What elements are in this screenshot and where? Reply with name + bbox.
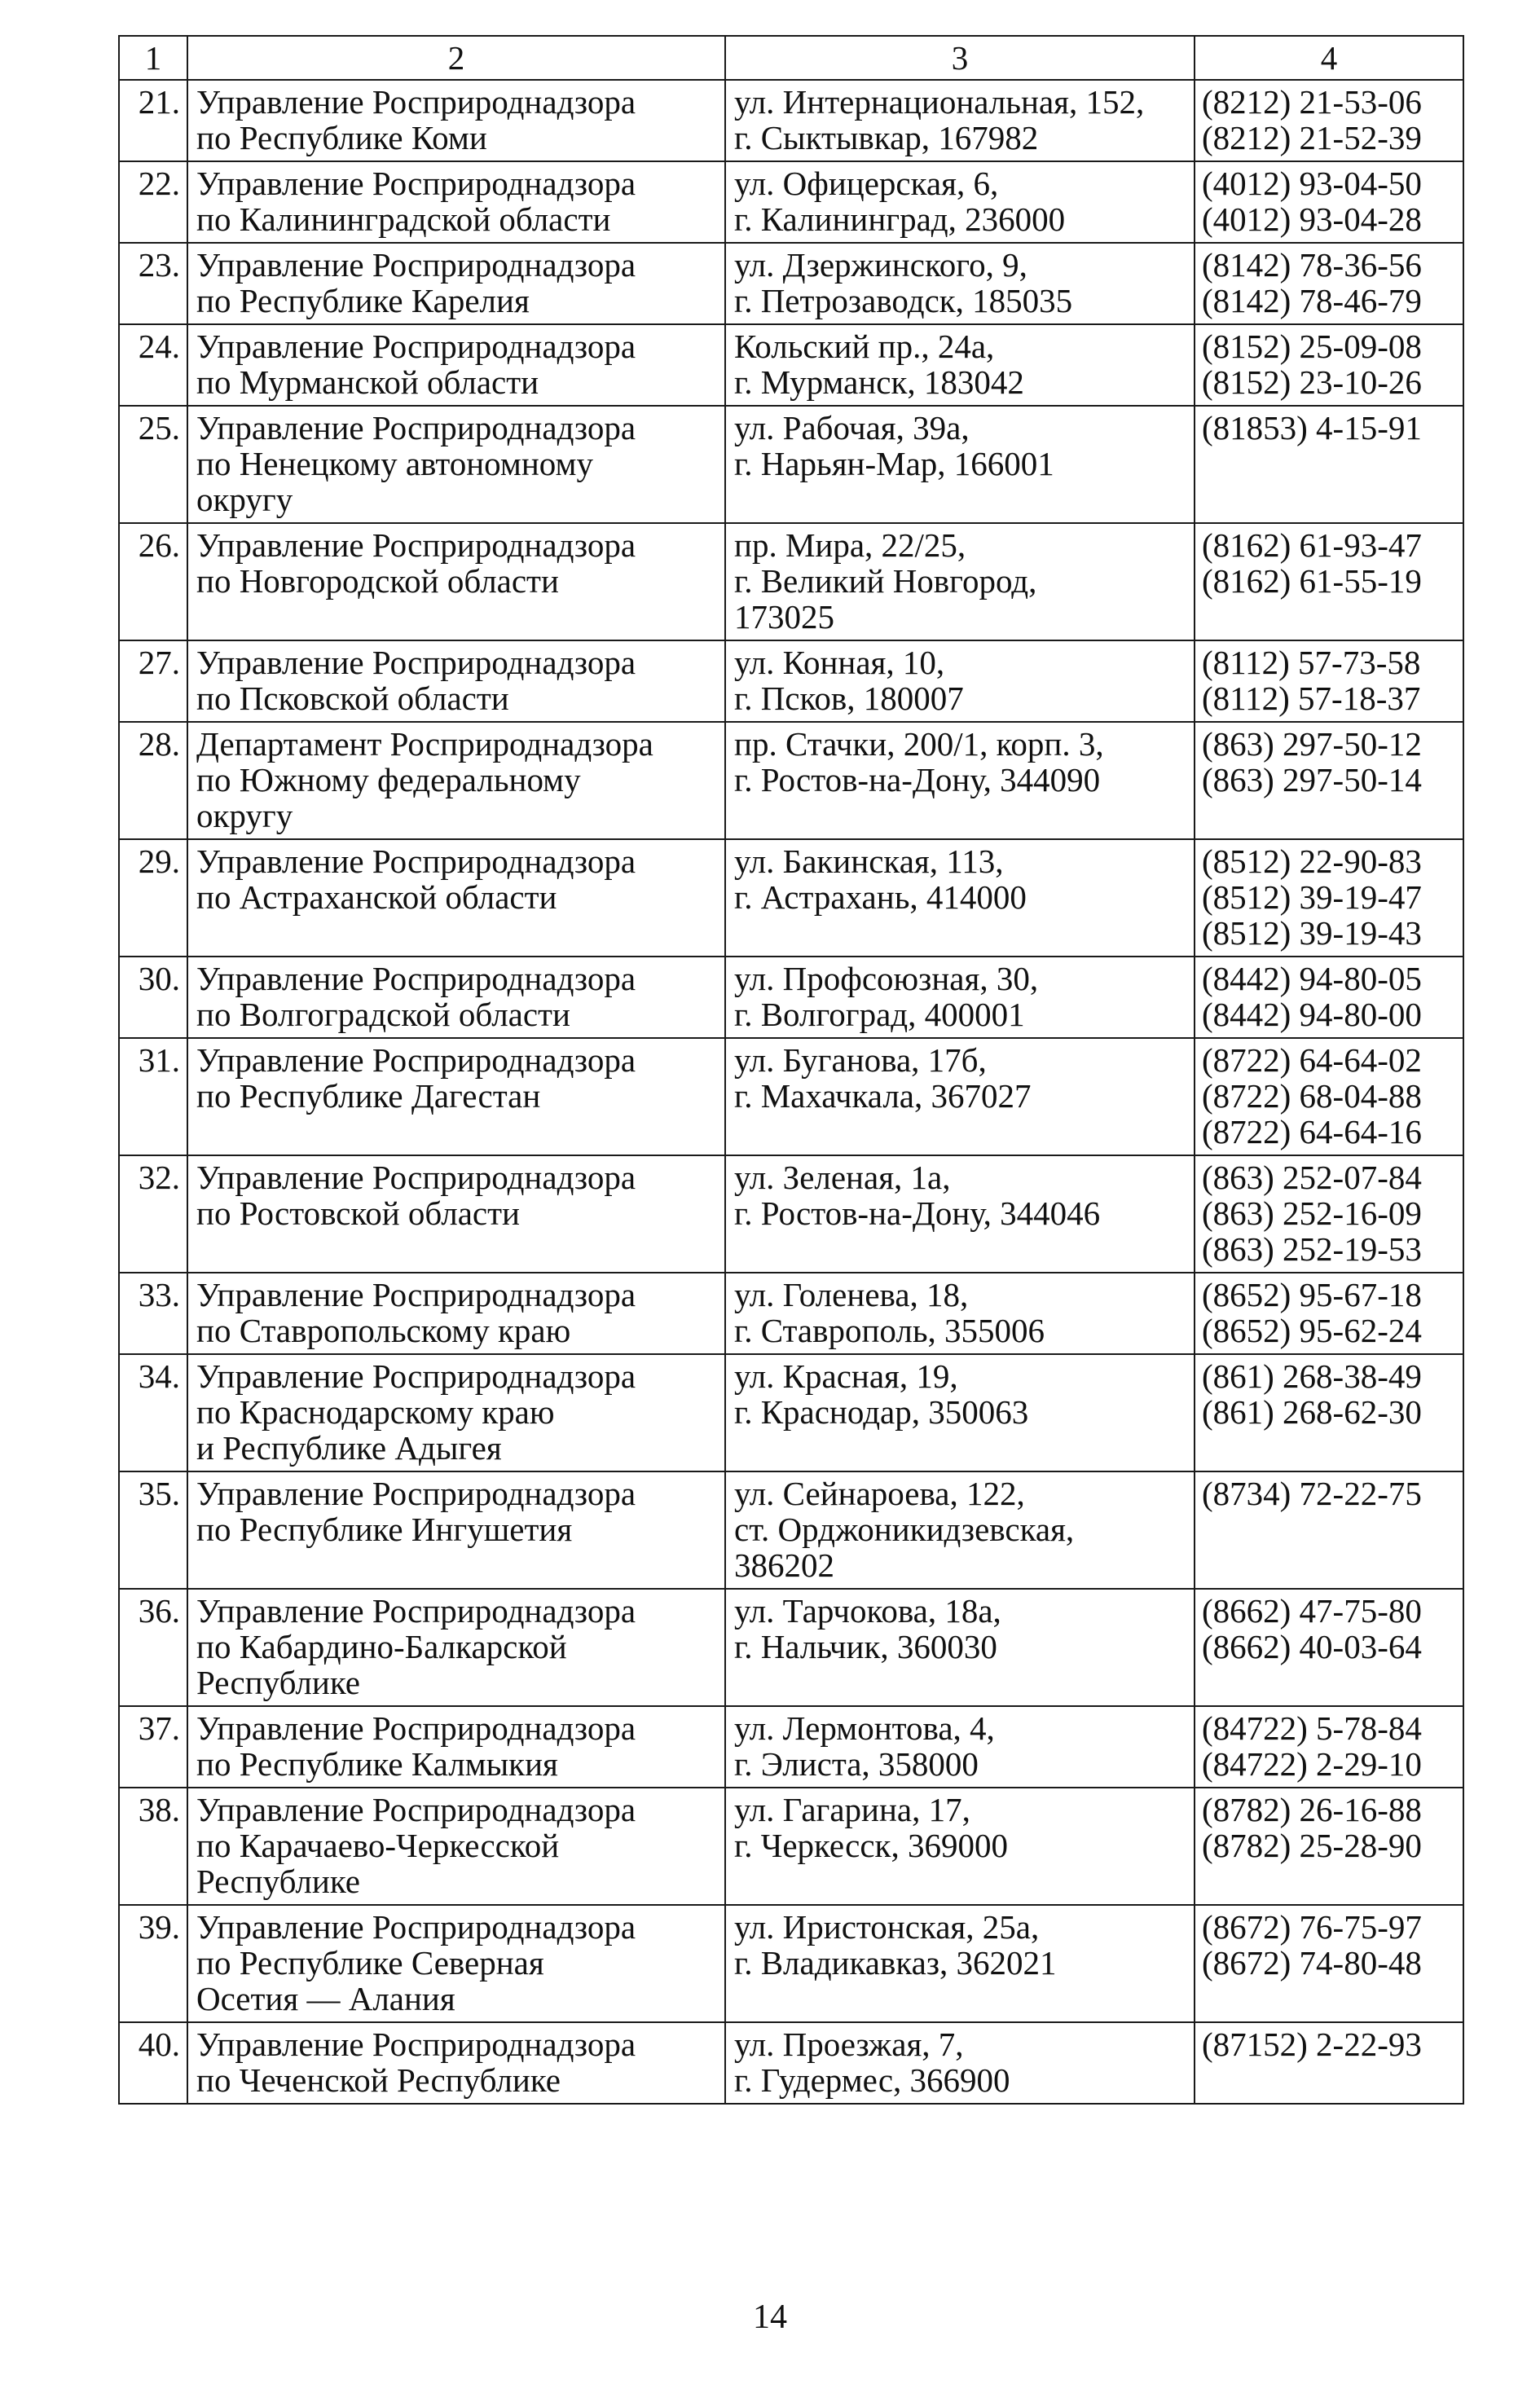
column-header: 1: [119, 36, 187, 80]
table-row: [119, 1706, 1463, 1788]
office-name: Управление Росприроднадзора по Волгоградской области: [187, 957, 725, 1038]
row-number: 25.: [119, 406, 187, 523]
office-phones: (87152) 2-22-93: [1195, 2022, 1463, 2104]
row-number: 39.: [119, 1905, 187, 2022]
row-number: 22.: [119, 161, 187, 243]
office-name: Управление Росприроднадзора по Ставропольскому краю: [187, 1273, 725, 1354]
row-number: 21.: [119, 80, 187, 161]
office-phones: (8512) 22-90-83 (8512) 39-19-47 (8512) 39-19-43: [1195, 839, 1463, 957]
column-header: 3: [725, 36, 1195, 80]
row-number: 36.: [119, 1589, 187, 1706]
table-row: [119, 1471, 1463, 1589]
office-name: Управление Росприроднадзора по Чеченской Республике: [187, 2022, 725, 2104]
office-name: Управление Росприроднадзора по Мурманской области: [187, 324, 725, 406]
office-name: Управление Росприроднадзора по Кабардино-Балкарской Республике: [187, 1589, 725, 1706]
office-phones: (8662) 47-75-80 (8662) 40-03-64: [1195, 1589, 1463, 1706]
row-number: 26.: [119, 523, 187, 640]
office-phones: (861) 268-38-49 (861) 268-62-30: [1195, 1354, 1463, 1471]
office-name: Управление Росприроднадзора по Краснодарскому краю и Республике Адыгея: [187, 1354, 725, 1471]
row-number: 31.: [119, 1038, 187, 1155]
office-address: ул. Дзержинского, 9, г. Петрозаводск, 185035: [725, 243, 1195, 324]
office-address: ул. Конная, 10, г. Псков, 180007: [725, 640, 1195, 722]
table-row: [119, 2022, 1463, 2104]
row-number: 23.: [119, 243, 187, 324]
table-row: [119, 1038, 1463, 1155]
office-phones: (81853) 4-15-91: [1195, 406, 1463, 523]
table-row: [119, 80, 1463, 161]
office-address: ул. Иристонская, 25а, г. Владикавказ, 362021: [725, 1905, 1195, 2022]
table-row: [119, 957, 1463, 1038]
office-address: ул. Сейнароева, 122, ст. Орджоникидзевская, 386202: [725, 1471, 1195, 1589]
column-header: 4: [1195, 36, 1463, 80]
office-name: Управление Росприроднадзора по Республике Северная Осетия — Алания: [187, 1905, 725, 2022]
office-phones: (863) 252-07-84 (863) 252-16-09 (863) 252-19-53: [1195, 1155, 1463, 1273]
office-address: ул. Зеленая, 1а, г. Ростов-на-Дону, 344046: [725, 1155, 1195, 1273]
office-address: ул. Бакинская, 113, г. Астрахань, 414000: [725, 839, 1195, 957]
office-phones: (8652) 95-67-18 (8652) 95-62-24: [1195, 1273, 1463, 1354]
office-name: Управление Росприроднадзора по Республике Коми: [187, 80, 725, 161]
row-number: 37.: [119, 1706, 187, 1788]
office-phones: (4012) 93-04-50 (4012) 93-04-28: [1195, 161, 1463, 243]
row-number: 30.: [119, 957, 187, 1038]
office-name: Управление Росприроднадзора по Псковской области: [187, 640, 725, 722]
office-name: Управление Росприроднадзора по Астраханской области: [187, 839, 725, 957]
table-header-row: [119, 36, 1463, 80]
office-address: ул. Профсоюзная, 30, г. Волгоград, 400001: [725, 957, 1195, 1038]
office-phones: (8142) 78-36-56 (8142) 78-46-79: [1195, 243, 1463, 324]
office-address: ул. Рабочая, 39а, г. Нарьян-Мар, 166001: [725, 406, 1195, 523]
office-address: ул. Офицерская, 6, г. Калининград, 236000: [725, 161, 1195, 243]
row-number: 35.: [119, 1471, 187, 1589]
row-number: 38.: [119, 1788, 187, 1905]
office-address: ул. Интернациональная, 152, г. Сыктывкар, 167982: [725, 80, 1195, 161]
office-name: Управление Росприроднадзора по Карачаево-Черкесской Республике: [187, 1788, 725, 1905]
table-row: [119, 839, 1463, 957]
row-number: 24.: [119, 324, 187, 406]
office-address: ул. Красная, 19, г. Краснодар, 350063: [725, 1354, 1195, 1471]
office-address: ул. Голенева, 18, г. Ставрополь, 355006: [725, 1273, 1195, 1354]
table-row: [119, 1589, 1463, 1706]
office-name: Управление Росприроднадзора по Калининградской области: [187, 161, 725, 243]
row-number: 33.: [119, 1273, 187, 1354]
office-phones: (863) 297-50-12 (863) 297-50-14: [1195, 722, 1463, 839]
office-phones: (8734) 72-22-75: [1195, 1471, 1463, 1589]
office-name: Управление Росприроднадзора по Новгородской области: [187, 523, 725, 640]
office-address: пр. Стачки, 200/1, корп. 3, г. Ростов-на-Дону, 344090: [725, 722, 1195, 839]
table-row: [119, 1905, 1463, 2022]
page-number: 14: [753, 2298, 787, 2336]
table-row: [119, 722, 1463, 839]
table-row: [119, 523, 1463, 640]
row-number: 40.: [119, 2022, 187, 2104]
office-address: ул. Проезжая, 7, г. Гудермес, 366900: [725, 2022, 1195, 2104]
column-header: 2: [187, 36, 725, 80]
office-name: Управление Росприроднадзора по Ненецкому автономному округу: [187, 406, 725, 523]
row-number: 29.: [119, 839, 187, 957]
office-name: Управление Росприроднадзора по Республике Дагестан: [187, 1038, 725, 1155]
office-address: ул. Буганова, 17б, г. Махачкала, 367027: [725, 1038, 1195, 1155]
office-name: Управление Росприроднадзора по Ростовской области: [187, 1155, 725, 1273]
table-row: [119, 1354, 1463, 1471]
table-row: [119, 406, 1463, 523]
office-phones: (8162) 61-93-47 (8162) 61-55-19: [1195, 523, 1463, 640]
table-row: [119, 161, 1463, 243]
office-address: Кольский пр., 24а, г. Мурманск, 183042: [725, 324, 1195, 406]
office-name: Департамент Росприроднадзора по Южному федеральному округу: [187, 722, 725, 839]
table-row: [119, 1273, 1463, 1354]
table-row: [119, 243, 1463, 324]
office-phones: (8212) 21-53-06 (8212) 21-52-39: [1195, 80, 1463, 161]
office-phones: (8112) 57-73-58 (8112) 57-18-37: [1195, 640, 1463, 722]
table-row: [119, 1788, 1463, 1905]
office-address: ул. Гагарина, 17, г. Черкесск, 369000: [725, 1788, 1195, 1905]
office-name: Управление Росприроднадзора по Республике Калмыкия: [187, 1706, 725, 1788]
office-address: ул. Лермонтова, 4, г. Элиста, 358000: [725, 1706, 1195, 1788]
office-address: ул. Тарчокова, 18а, г. Нальчик, 360030: [725, 1589, 1195, 1706]
office-phones: (8722) 64-64-02 (8722) 68-04-88 (8722) 64-64-16: [1195, 1038, 1463, 1155]
office-phones: (84722) 5-78-84 (84722) 2-29-10: [1195, 1706, 1463, 1788]
office-phones: (8782) 26-16-88 (8782) 25-28-90: [1195, 1788, 1463, 1905]
office-name: Управление Росприроднадзора по Республике Карелия: [187, 243, 725, 324]
office-name: Управление Росприроднадзора по Республике Ингушетия: [187, 1471, 725, 1589]
row-number: 34.: [119, 1354, 187, 1471]
office-address: пр. Мира, 22/25, г. Великий Новгород, 173025: [725, 523, 1195, 640]
office-phones: (8442) 94-80-05 (8442) 94-80-00: [1195, 957, 1463, 1038]
table-row: [119, 1155, 1463, 1273]
row-number: 32.: [119, 1155, 187, 1273]
offices-table: [118, 35, 1464, 2105]
row-number: 27.: [119, 640, 187, 722]
office-phones: (8672) 76-75-97 (8672) 74-80-48: [1195, 1905, 1463, 2022]
office-phones: (8152) 25-09-08 (8152) 23-10-26: [1195, 324, 1463, 406]
table-row: [119, 324, 1463, 406]
table-row: [119, 640, 1463, 722]
row-number: 28.: [119, 722, 187, 839]
